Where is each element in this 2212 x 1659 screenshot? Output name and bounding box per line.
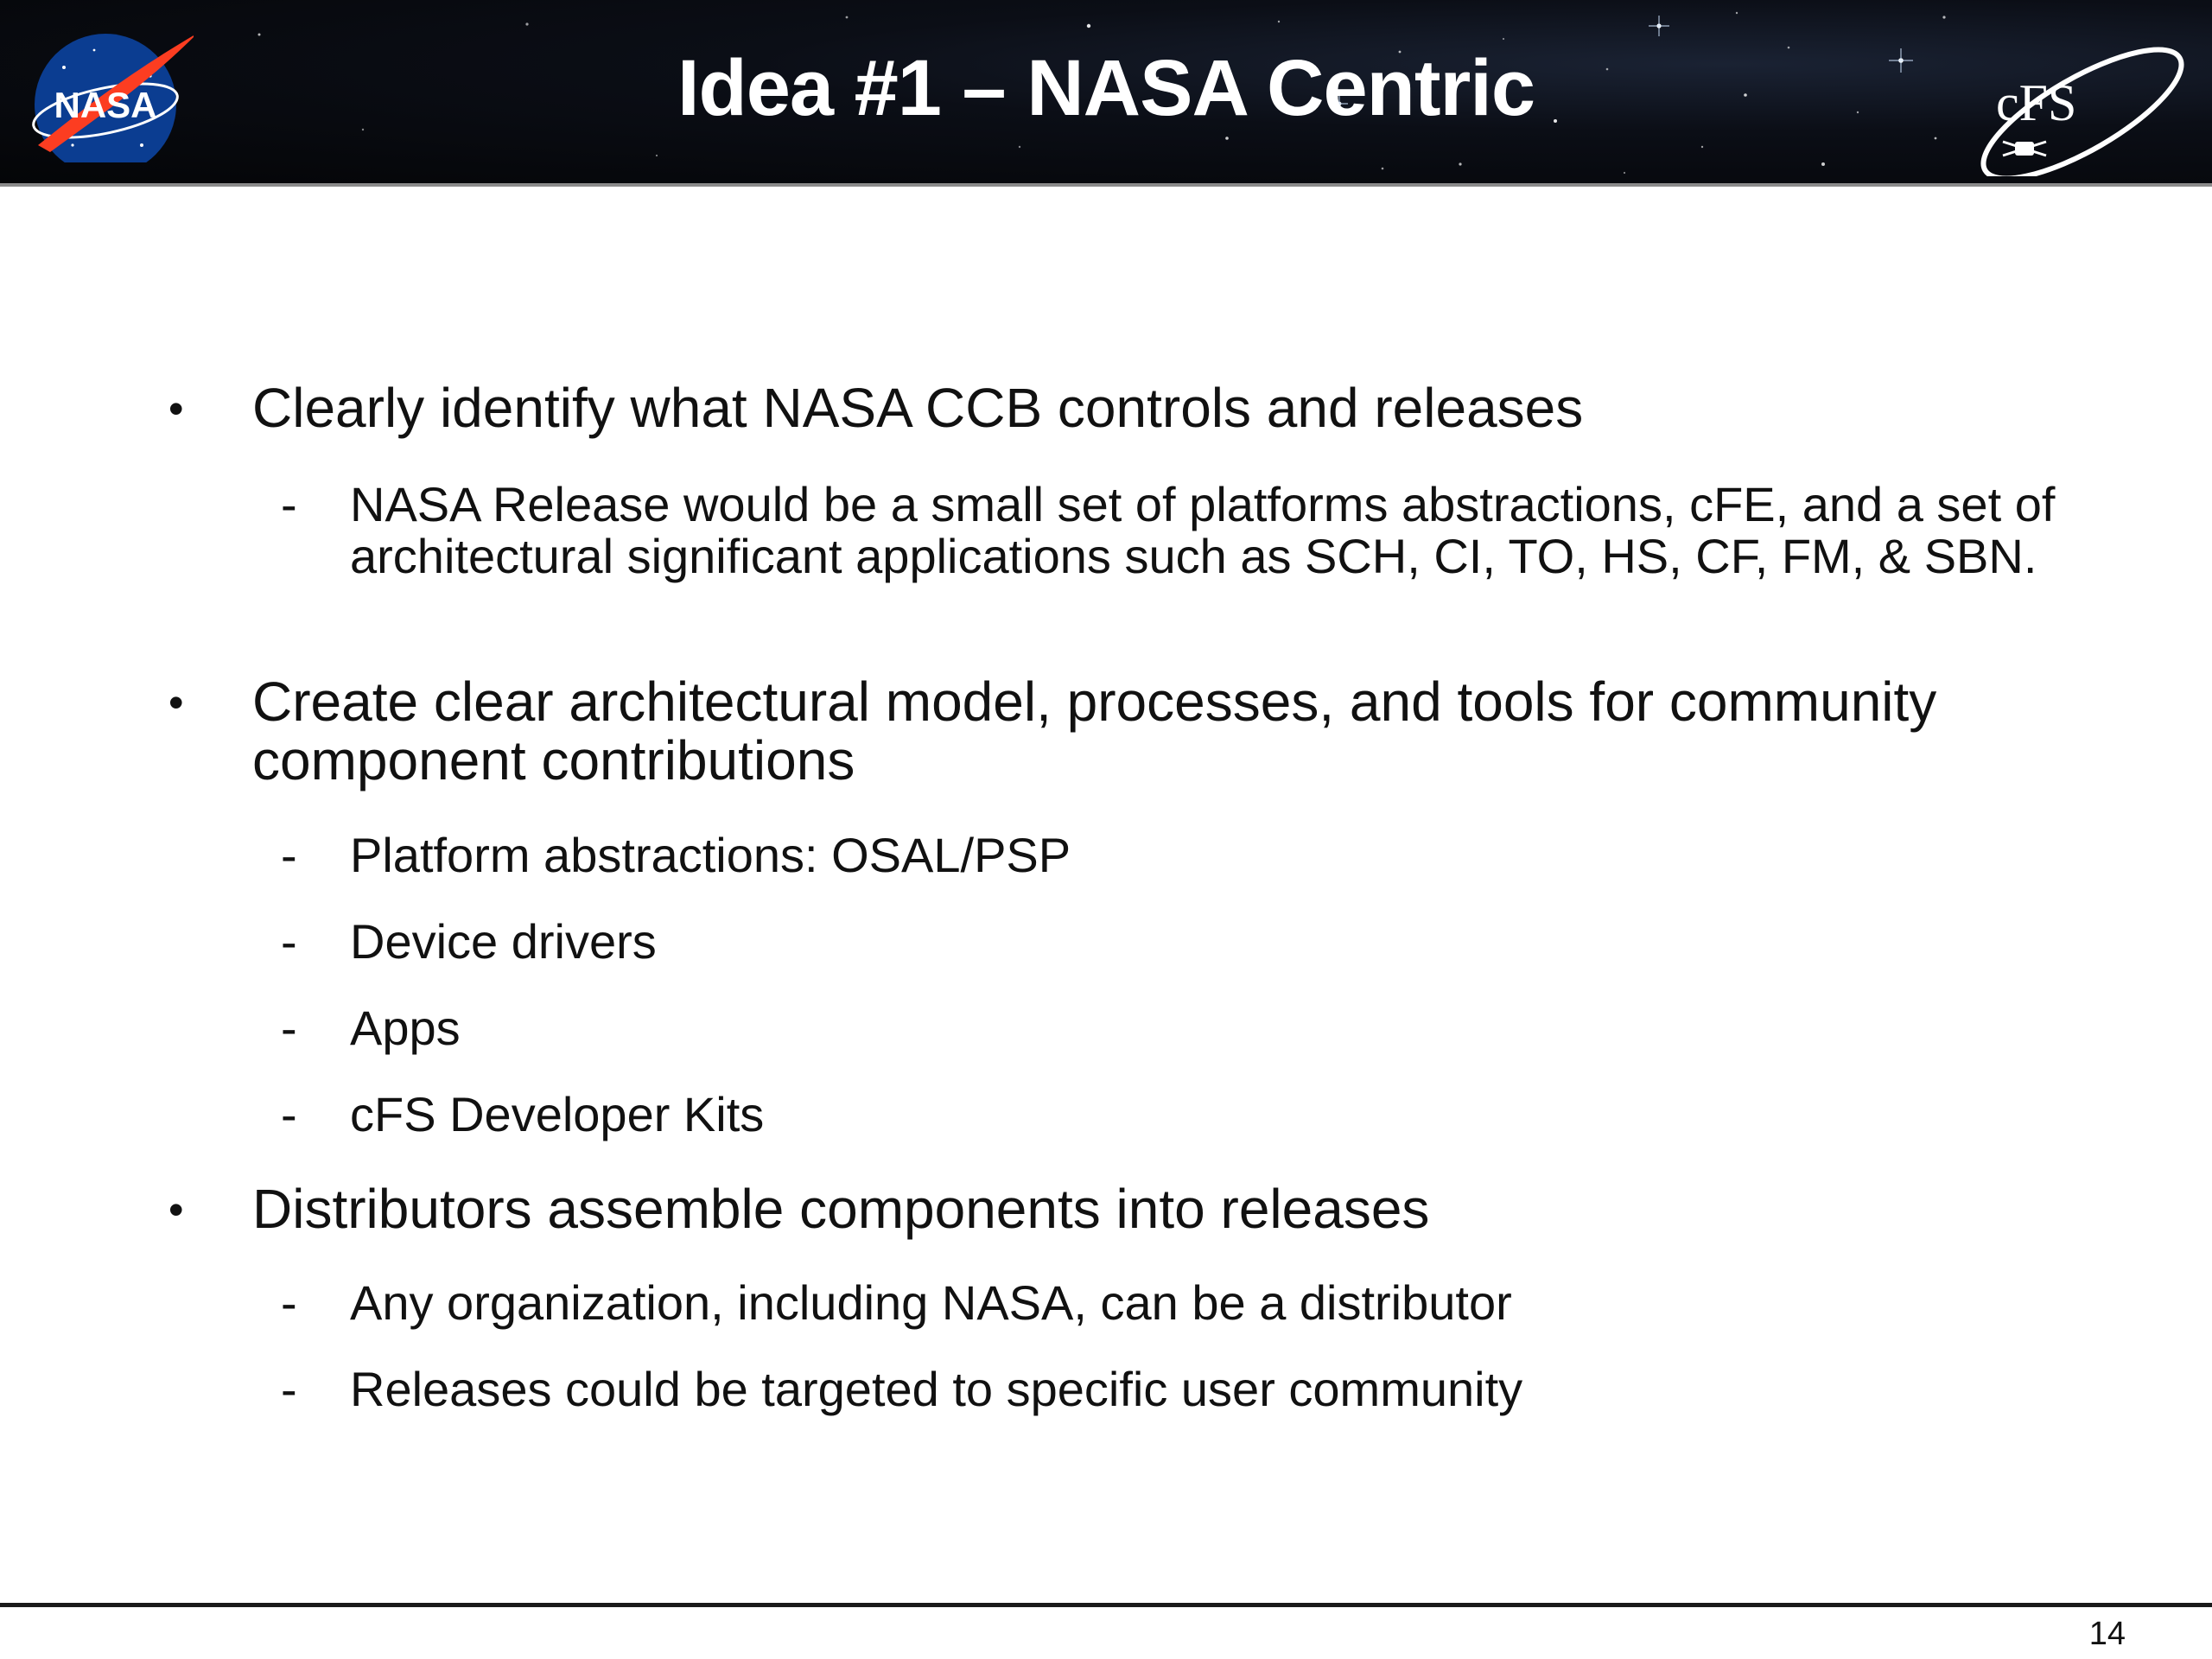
dash-marker: - [281,1087,297,1141]
cfs-logo-text: cFS [1996,74,2077,131]
bullet-marker: • [168,678,184,727]
page-number: 14 [2088,1616,2126,1652]
dash-marker: - [281,477,297,531]
bullet-3-sub-2: Releases could be targeted to specific user community [350,1362,1523,1416]
bullet-3-text: Distributors assemble components into releases [252,1178,1430,1240]
bullet-marker: • [168,385,184,433]
dash-marker: - [281,1001,297,1055]
dash-marker: - [281,1362,297,1416]
bullet-2-sub-2: Device drivers [350,914,657,969]
bullet-2-text: Create clear architectural model, processes, and tools for community component contributions [252,671,1937,791]
bullet-2-sub-4: cFS Developer Kits [350,1087,765,1141]
bullet-2-sub-1: Platform abstractions: OSAL/PSP [350,828,1071,882]
dash-marker: - [281,828,297,882]
bullet-3-sub-1: Any organization, including NASA, can be a distributor [350,1275,1512,1330]
slide-title: Idea #1 – NASA Centric [677,44,1535,132]
bullet-1-text: Clearly identify what NASA CCB controls and releases [252,377,1584,439]
footer-divider [0,1603,2212,1607]
bullet-2-sub-3: Apps [350,1001,461,1055]
nasa-logo-text: NASA [54,85,157,125]
bullet-marker: • [168,1185,184,1234]
dash-marker: - [281,914,297,969]
dash-marker: - [281,1275,297,1330]
bullet-1-sub-1: NASA Release would be a small set of platforms abstractions, cFE, and a set of architectural significant applications such as SCH, CI, TO, HS, CF, FM, & SBN. [350,477,2056,583]
